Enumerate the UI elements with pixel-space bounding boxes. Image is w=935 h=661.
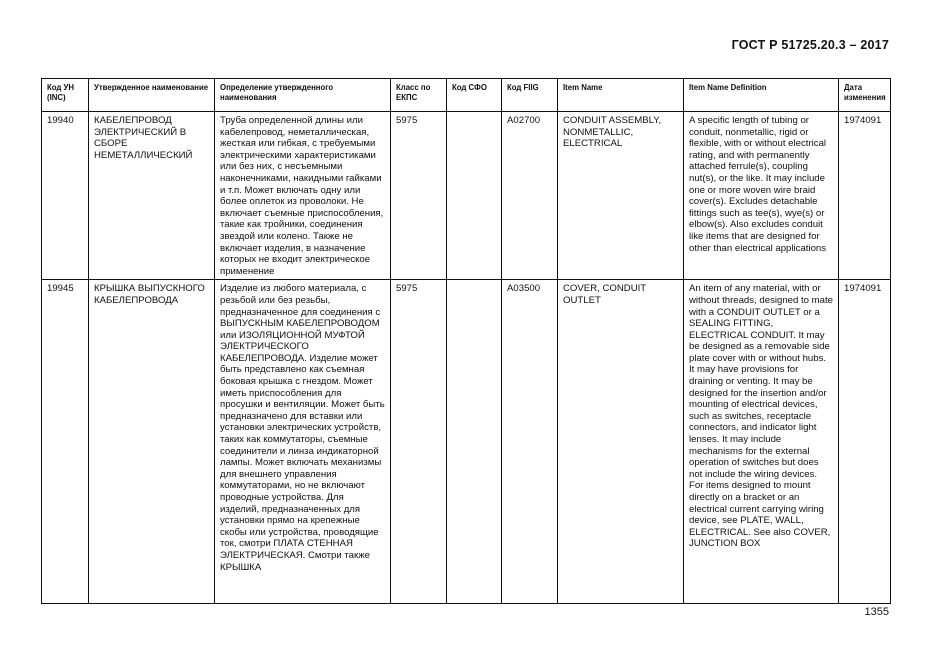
- table-header-row: [42, 79, 891, 112]
- header-change-date: Дата изменения: [839, 79, 891, 112]
- header-item-name: Item Name: [558, 79, 684, 112]
- cell-inc: 19945: [42, 280, 89, 604]
- header-ekps-class: Класс по ЕКПС: [391, 79, 447, 112]
- cell-approved-definition: Труба определенной длины или кабелепровод, неметаллическая, жесткая или гибкая, с требуемыми электрическими характеристиками или без них, с несъемными наконечниками, накидными гайками и т.п. Может включать одну или более оплеток из проволоки. Не включает съемные приспособления, такие как тройники, соединения звездой или колено. Также не включает изделия, в назначение которых не входит электрическое применение: [215, 112, 391, 280]
- cell-item-name-definition: An item of any material, with or without threads, designed to mate with a CONDUIT OUTLET or a SEALING FITTING, ELECTRICAL CONDUIT. It may be designed as a removable side plate cover with or without hubs. It may have provisions for draining or venting. It may be designed for the insertion and/or mounting of electrical devices, such as switches, receptacle connectors, and indicator light lenses. It may include mechanisms for the external operation of switches but does not include the wiring devices. For items designed to mount directly on a bracket or an electrical current carrying wiring device, see PLATE, WALL, ELECTRICAL. See also COVER, JUNCTION BOX: [684, 280, 839, 604]
- cell-inc: 19940: [42, 112, 89, 280]
- cell-fiig-code: A03500: [502, 280, 558, 604]
- cell-approved-name: КРЫШКА ВЫПУСКНОГО КАБЕЛЕПРОВОДА: [89, 280, 215, 604]
- cell-item-name: COVER, CONDUIT OUTLET: [558, 280, 684, 604]
- cell-ekps-class: 5975: [391, 112, 447, 280]
- cell-approved-definition: Изделие из любого материала, с резьбой или без резьбы, предназначенное для соединения с ВЫПУСКНЫМ КАБЕЛЕПРОВОДОМ или ИЗОЛЯЦИОННОЙ МУФТОЙ ЭЛЕКТРИЧЕСКОГО КАБЕЛЕПРОВОДА. Изделие может быть представлено как съемная боковая крышка с гнездом. Может иметь приспособления для просушки и вентиляции. Может быть предназначено для вставки или установки электрических устройств, таких как коммутаторы, съемные соединители и линза индикаторной лампы. Может включать механизмы для внешнего управления коммутаторами, но не включают проводные устройства. Для изделий, предназначенных для установки прямо на крепежные скобы или устройства, проводящие ток, смотри ПЛАТА СТЕННАЯ ЭЛЕКТРИЧЕСКАЯ. Смотри также КРЫШКА: [215, 280, 391, 604]
- classification-table: [41, 78, 891, 604]
- cell-sfo-code: [447, 112, 502, 280]
- standard-designation: ГОСТ Р 51725.20.3 – 2017: [731, 38, 889, 52]
- header-inc: Код УН (INC): [42, 79, 89, 112]
- header-fiig-code: Код FIIG: [502, 79, 558, 112]
- cell-sfo-code: [447, 280, 502, 604]
- cell-approved-name: КАБЕЛЕПРОВОД ЭЛЕКТРИЧЕСКИЙ В СБОРЕ НЕМЕТАЛЛИЧЕСКИЙ: [89, 112, 215, 280]
- cell-ekps-class: 5975: [391, 280, 447, 604]
- cell-item-name-definition: A specific length of tubing or conduit, nonmetallic, rigid or flexible, with or without electrical rating, and with permanently attached ferrule(s), coupling nut(s), or the like. It may include one or more woven wire braid cover(s). Excludes detachable fittings such as tee(s), wye(s) or elbow(s). Also excludes conduit like items that are designed for other than electrical applications: [684, 112, 839, 280]
- header-item-name-definition: Item Name Definition: [684, 79, 839, 112]
- header-approved-name: Утвержденное наименование: [89, 79, 215, 112]
- header-approved-definition: Определение утвержденного наименования: [215, 79, 391, 112]
- header-sfo-code: Код СФО: [447, 79, 502, 112]
- cell-change-date: 1974091: [839, 112, 891, 280]
- cell-change-date: 1974091: [839, 280, 891, 604]
- table-row: [42, 280, 891, 604]
- cell-item-name: CONDUIT ASSEMBLY, NONMETALLIC, ELECTRICAL: [558, 112, 684, 280]
- cell-fiig-code: A02700: [502, 112, 558, 280]
- table-row: [42, 112, 891, 280]
- page-number: 1355: [864, 606, 889, 618]
